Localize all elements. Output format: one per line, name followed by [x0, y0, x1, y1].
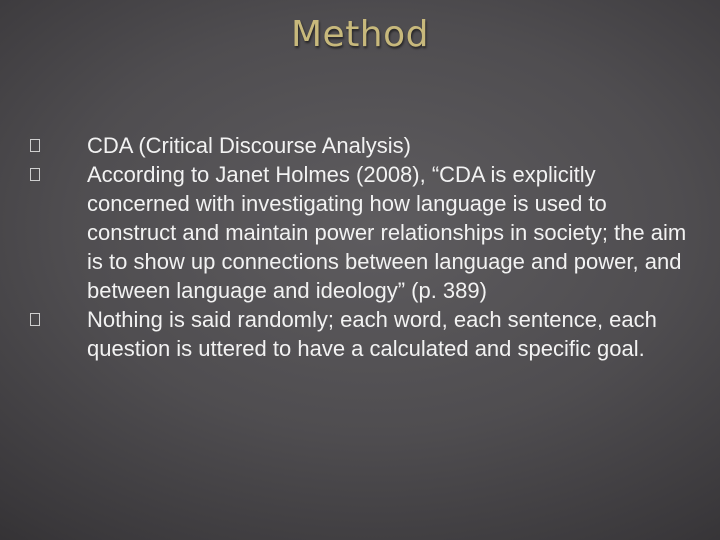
bullet-text: According to Janet Holmes (2008), “CDA is explicitly concerned with investigating how language is used to construct and maintain power relationships in society; the aim is to show up connections between language and power, and between language and ideology” (p. 389): [87, 162, 687, 303]
square-bullet-icon: [30, 305, 87, 334]
square-bullet-icon: [30, 160, 87, 189]
slide-title: Method: [290, 14, 430, 55]
bullet-item: [30, 160, 710, 305]
bullet-item: [30, 131, 710, 160]
square-bullet-icon: [30, 131, 87, 160]
bullet-list: [30, 131, 710, 363]
bullet-text: CDA (Critical Discourse Analysis): [87, 133, 411, 158]
bullet-text: Nothing is said randomly; each word, each sentence, each question is uttered to have a calculated and specific goal.: [87, 307, 657, 361]
bullet-item: [30, 305, 710, 363]
